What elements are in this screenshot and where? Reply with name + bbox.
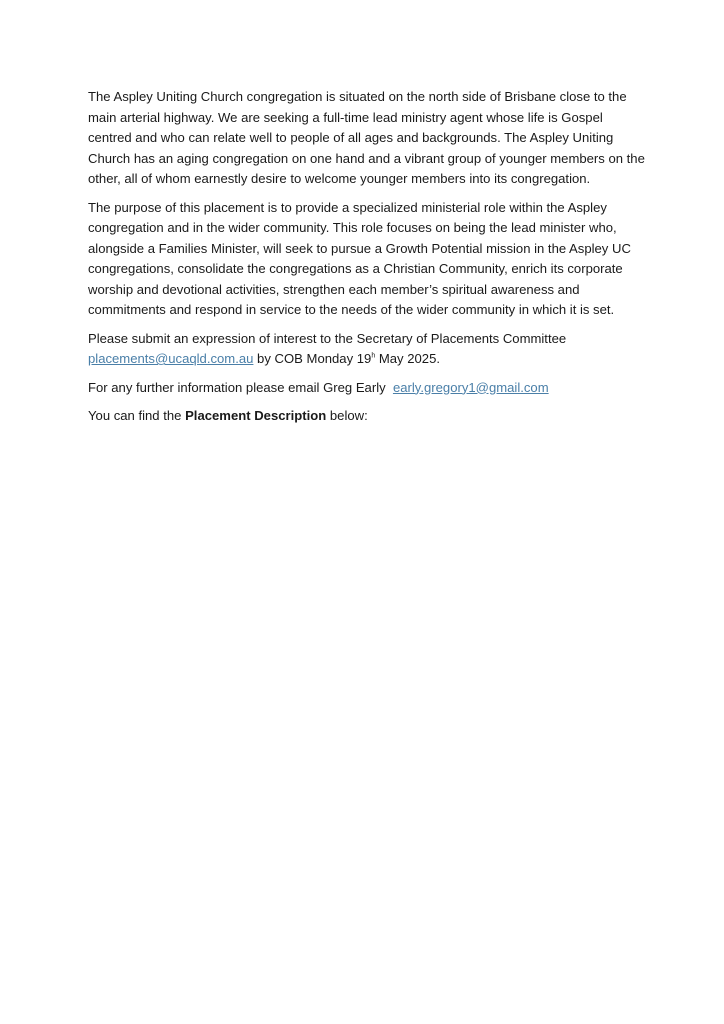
submit-text: Please submit an expression of interest to the Secretary of Placements Committee bbox=[88, 330, 567, 346]
contact-text: For any further information please email Greg Early bbox=[88, 379, 386, 395]
document-body bbox=[88, 87, 648, 435]
find-prefix: You can find the bbox=[88, 408, 186, 423]
placement-description-label: Placement Description bbox=[185, 408, 327, 423]
deadline-superscript: h bbox=[371, 352, 376, 360]
contact-paragraph bbox=[88, 378, 648, 399]
find-paragraph bbox=[88, 406, 648, 427]
purpose-paragraph: The purpose of this placement is to provide a specialized ministerial role within the Aspley congregation and in the wider community. This role focuses on being the lead minister who, alongside a Families Minister, will seek to pursue a Growth Potential mission in the Aspley UC congregations, consolidate the congregations as a Christian Community, enrich its corporate worship and devotional activities, strengthen each member’s spiritual awareness and commitments and respond in service to the needs of the wider community in which it is set. bbox=[88, 199, 631, 317]
submit-paragraph bbox=[88, 329, 648, 370]
deadline-end: May 2025. bbox=[375, 351, 441, 366]
find-suffix: below: bbox=[326, 408, 368, 423]
intro-paragraph: The Aspley Uniting Church congregation is situated on the north side of Brisbane close to the main arterial highway. We are seeking a full-time lead ministry agent whose life is Gospel centred and who can relate well to people of all ages and backgrounds. The Aspley Uniting Church has an aging congregation on one hand and a vibrant group of younger members on the other, all of whom earnestly desire to welcome younger members into its congregation. bbox=[88, 89, 645, 186]
contact-email-link[interactable]: early.gregory1@gmail.com bbox=[392, 379, 549, 395]
placements-email-link[interactable]: placements@ucaqld.com.au bbox=[88, 351, 254, 366]
deadline-prefix: by COB Monday 19 bbox=[253, 351, 372, 366]
